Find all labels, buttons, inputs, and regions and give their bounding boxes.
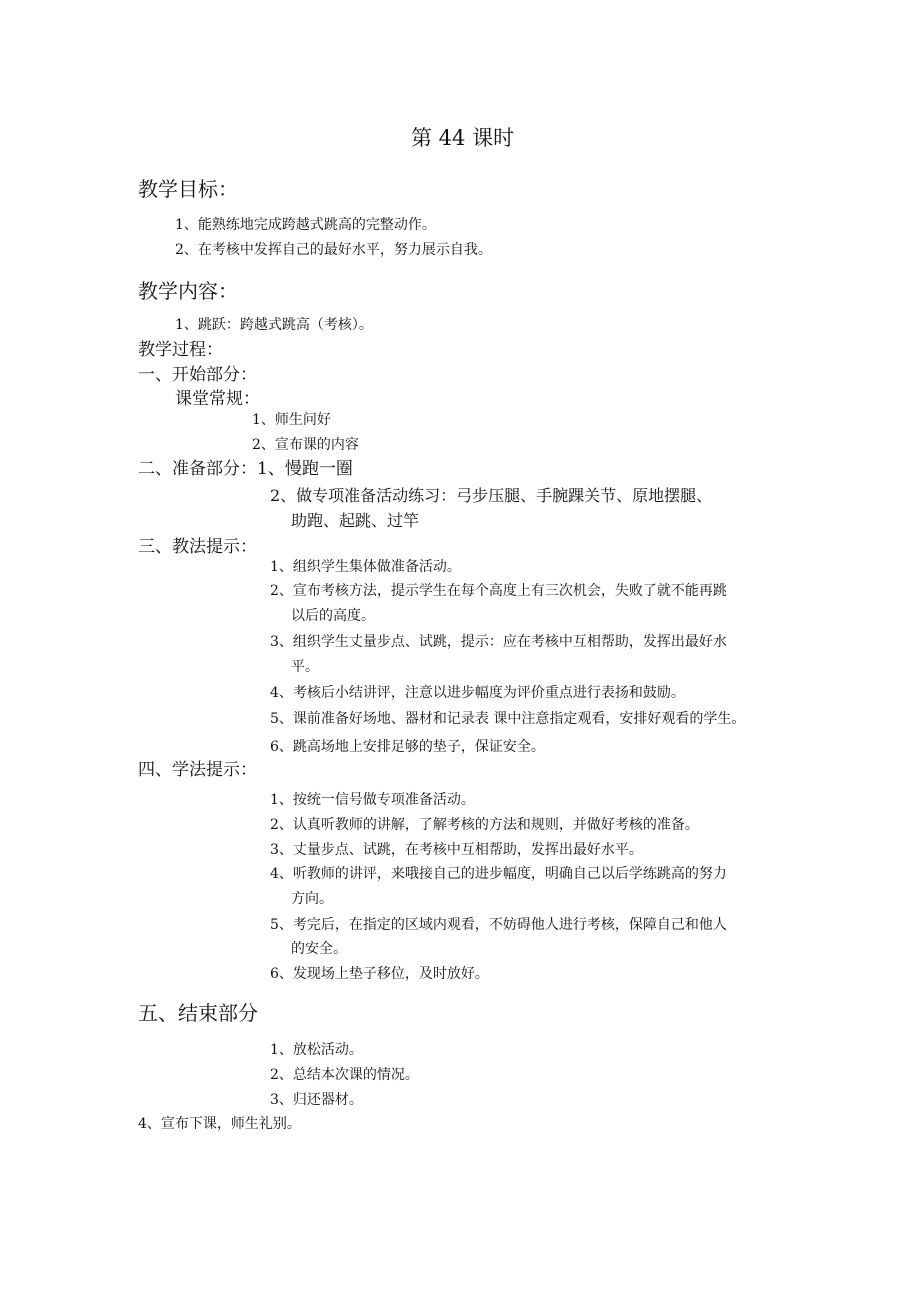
part4-line: 6、发现场上垫子移位，及时放好。	[270, 966, 489, 982]
part3-line: 以后的高度。	[291, 608, 375, 624]
lesson-title: 第 44 课时	[411, 126, 515, 150]
objective-item: 2、在考核中发挥自己的最好水平，努力展示自我。	[175, 242, 492, 258]
part3-heading: 三、教法提示：	[138, 537, 257, 557]
part4-line: 方向。	[291, 891, 333, 907]
process-heading: 教学过程：	[138, 340, 223, 360]
part4-line: 1、按统一信号做专项准备活动。	[270, 792, 475, 808]
part4-line: 2、认真听教师的讲解，了解考核的方法和规则，并做好考核的准备。	[270, 817, 699, 833]
part4-heading: 四、学法提示：	[138, 760, 257, 780]
part5-item: 2、总结本次课的情况。	[270, 1067, 419, 1083]
part2-item-continued: 助跑、起跳、过竿	[291, 511, 420, 530]
objective-item: 1、能熟练地完成跨越式跳高的完整动作。	[175, 217, 436, 233]
part1-subheading: 课堂常规：	[175, 389, 260, 409]
part3-line: 1、组织学生集体做准备活动。	[270, 559, 461, 575]
part5-item: 4、宣布下课，师生礼别。	[138, 1116, 301, 1132]
part3-line: 4、考核后小结讲评，注意以进步幅度为评价重点进行表扬和鼓励。	[270, 685, 685, 701]
part5-item: 3、归还器材。	[270, 1092, 363, 1108]
part4-line: 3、丈量步点、试跳，在考核中互相帮助，发挥出最好水平。	[270, 842, 643, 858]
part2-item: 2、做专项准备活动练习：弓步压腿、手腕踝关节、原地摆腿、	[270, 486, 713, 505]
part5-heading: 五、结束部分	[138, 1001, 258, 1025]
objectives-heading: 教学目标：	[138, 177, 238, 201]
content-item: 1、跳跃：跨越式跳高（考核）。	[175, 317, 373, 333]
part3-line: 2、宣布考核方法，提示学生在每个高度上有三次机会，失败了就不能再跳	[270, 583, 727, 599]
part5-item: 1、放松活动。	[270, 1042, 363, 1058]
part3-line: 5、课前准备好场地、器材和记录表 课中注意指定观看，安排好观看的学生。	[270, 711, 746, 727]
part1-item: 2、宣布课的内容	[252, 437, 359, 453]
part1-item: 1、师生问好	[252, 412, 331, 428]
part4-line: 4、听教师的讲评，来哦接自己的进步幅度，明确自己以后学练跳高的努力	[270, 866, 727, 882]
part2-heading: 二、准备部分：1、慢跑一圈	[138, 459, 353, 479]
part1-heading: 一、开始部分：	[138, 365, 257, 385]
part3-line: 6、跳高场地上安排足够的垫子，保证安全。	[270, 739, 545, 755]
content-heading: 教学内容：	[138, 279, 238, 303]
part3-line: 3、组织学生丈量步点、试跳，提示：应在考核中互相帮助，发挥出最好水	[270, 634, 727, 650]
part4-line: 5、考完后，在指定的区域内观看，不妨碍他人进行考核，保障自己和他人	[270, 917, 727, 933]
part3-line: 平。	[291, 659, 319, 675]
part4-line: 的安全。	[291, 941, 347, 957]
